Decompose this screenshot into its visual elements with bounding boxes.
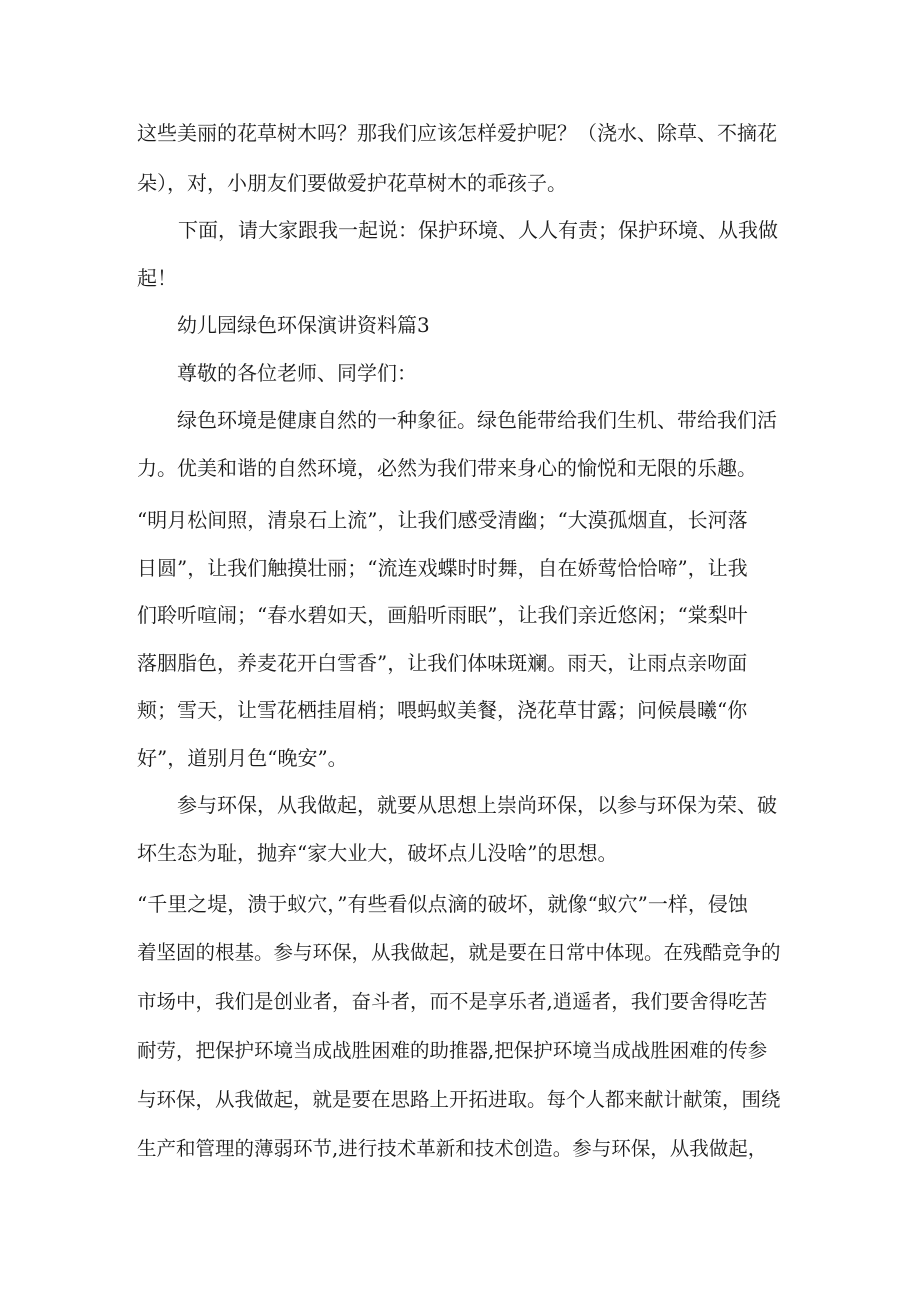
- text-line: 着坚固的根基。参与环保，从我做起，就是要在日常中体现。在残酷竞争的: [137, 941, 781, 964]
- text-line: 这些美丽的花草树木吗？那我们应该怎样爱护呢？（浇水、除草、不摘花: [137, 121, 777, 145]
- text-line: 颊；雪天，让雪花栖挂眉梢；喂蚂蚁美餐，浇花草甘露；问候晨曦“你: [137, 698, 748, 722]
- text-line: 好”，道别月色“晚安”。: [137, 746, 348, 770]
- text-line: 日圆”，让我们触摸壮丽；“流连戏蝶时时舞，自在娇莺恰恰啼”，让我: [137, 556, 748, 580]
- text-line: 下面，请大家跟我一起说：保护环境、人人有责；保护环境、从我做: [178, 218, 778, 242]
- text-line: 力。优美和谐的自然环境，必然为我们带来身心的愉悦和无限的乐趣。: [137, 456, 757, 480]
- text-line: 落胭脂色，养麦花开白雪香”，让我们体味斑斓。雨天，让雨点亲吻面: [137, 651, 748, 675]
- text-line: 绿色环境是健康自然的一种象征。绿色能带给我们生机、带给我们活: [177, 408, 777, 432]
- text-line: 耐劳，把保护环境当成战胜困难的助推器,把保护环境当成战胜困难的传参: [137, 1039, 768, 1062]
- text-line: 生产和管理的薄弱环节,进行技术革新和技术创造。参与环保，从我做起，: [137, 1137, 768, 1160]
- text-line: 坏生态为耻，抛弃“家大业大，破坏点儿没啥”的思想。: [137, 841, 618, 865]
- text-line: 们聆听喧闹；“春水碧如天，画船听雨眠”，让我们亲近悠闲；“棠梨叶: [137, 603, 748, 627]
- text-line: “明月松间照，清泉石上流”，让我们感受清幽；“大漠孤烟直，长河落: [137, 508, 748, 532]
- text-line: 朵），对，小朋友们要做爱护花草树木的乖孩子。: [137, 171, 567, 195]
- text-line: 与环保，从我做起，就是要在思路上开拓进取。每个人都来献计献策，围绕: [137, 1088, 781, 1111]
- section-heading: 幼儿园绿色环保演讲资料篇3: [177, 313, 430, 337]
- text-line: 参与环保，从我做起，就要从思想上崇尚环保，以参与环保为荣、破: [177, 793, 777, 817]
- salutation: 尊敬的各位老师、同学们：: [177, 361, 417, 385]
- text-line: 起！: [137, 266, 177, 290]
- text-line: “千里之堤，溃于蚁穴，”有些看似点滴的破坏，就像“蚁穴”一样，侵蚀: [137, 892, 748, 916]
- text-line: 市场中，我们是创业者，奋斗者，而不是享乐者,逍遥者，我们要舍得吃苦: [137, 990, 768, 1013]
